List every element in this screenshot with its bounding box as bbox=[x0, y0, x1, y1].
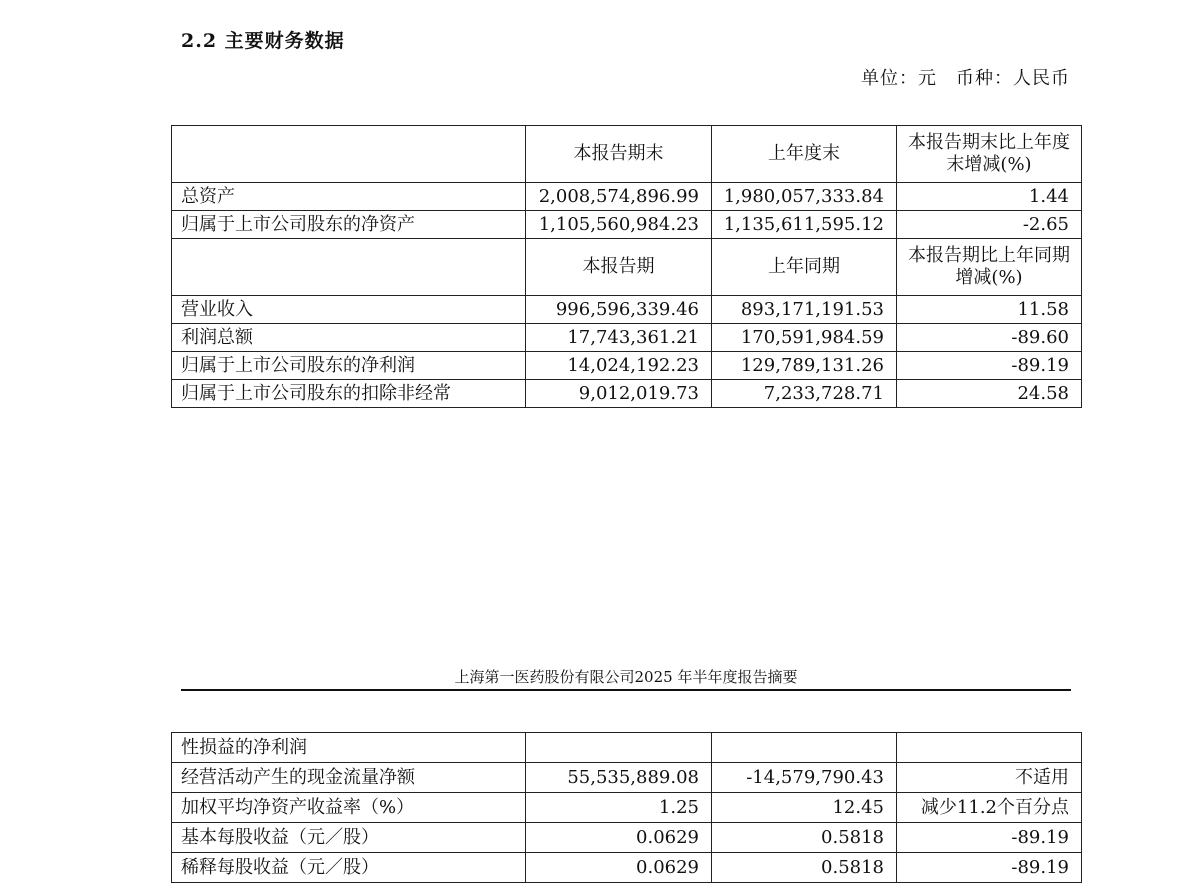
value-cell: 减少11.2个百分点 bbox=[897, 793, 1082, 823]
value-cell: 2,008,574,896.99 bbox=[526, 183, 712, 211]
header-cell bbox=[897, 239, 1082, 296]
value-cell: 0.5818 bbox=[712, 823, 897, 853]
value-cell: 7,233,728.71 bbox=[712, 380, 897, 408]
row-label: 归属于上市公司股东的净资产 bbox=[172, 211, 526, 239]
header-cell: 上年度末 bbox=[712, 126, 897, 183]
value-cell: 11.58 bbox=[897, 296, 1082, 324]
row-label: 归属于上市公司股东的扣除非经常 bbox=[172, 380, 526, 408]
header-cell: 本报告期 bbox=[526, 239, 712, 296]
value-cell: 1,135,611,595.12 bbox=[712, 211, 897, 239]
header-cell bbox=[897, 126, 1082, 183]
row-label: 加权平均净资产收益率（%） bbox=[172, 793, 526, 823]
table-row bbox=[172, 211, 1082, 239]
value-cell: 1.44 bbox=[897, 183, 1082, 211]
table-row bbox=[172, 380, 1082, 408]
row-label: 经营活动产生的现金流量净额 bbox=[172, 763, 526, 793]
value-cell bbox=[712, 733, 897, 763]
row-label: 营业收入 bbox=[172, 296, 526, 324]
row-label: 性损益的净利润 bbox=[172, 733, 526, 763]
header-cell: 上年同期 bbox=[712, 239, 897, 296]
value-cell: -89.19 bbox=[897, 853, 1082, 883]
table-row bbox=[172, 853, 1082, 883]
value-cell: -89.60 bbox=[897, 324, 1082, 352]
header-cell: 本报告期末 bbox=[526, 126, 712, 183]
header-text: 本报告期末比上年度末增减(%) bbox=[908, 132, 1070, 175]
value-cell: 55,535,889.08 bbox=[526, 763, 712, 793]
header-text: 本报告期比上年同期增减(%) bbox=[908, 245, 1070, 288]
row-label: 基本每股收益（元／股） bbox=[172, 823, 526, 853]
page-footer-title: 上海第一医药股份有限公司2025 年半年度报告摘要 bbox=[454, 668, 798, 686]
unit-currency-note: 单位：元 币种：人民币 bbox=[861, 68, 1070, 89]
table-row bbox=[172, 793, 1082, 823]
header-cell bbox=[172, 239, 526, 296]
value-cell: 129,789,131.26 bbox=[712, 352, 897, 380]
row-label: 稀释每股收益（元／股） bbox=[172, 853, 526, 883]
table-row bbox=[172, 183, 1082, 211]
value-cell: 996,596,339.46 bbox=[526, 296, 712, 324]
table-header-row bbox=[172, 126, 1082, 183]
table-row bbox=[172, 733, 1082, 763]
value-cell: 12.45 bbox=[712, 793, 897, 823]
table-row bbox=[172, 324, 1082, 352]
value-cell: 0.5818 bbox=[712, 853, 897, 883]
row-label: 总资产 bbox=[172, 183, 526, 211]
value-cell: 17,743,361.21 bbox=[526, 324, 712, 352]
value-cell: 不适用 bbox=[897, 763, 1082, 793]
value-cell: 1,105,560,984.23 bbox=[526, 211, 712, 239]
value-cell: -89.19 bbox=[897, 352, 1082, 380]
row-label: 归属于上市公司股东的净利润 bbox=[172, 352, 526, 380]
value-cell bbox=[897, 733, 1082, 763]
value-cell: -14,579,790.43 bbox=[712, 763, 897, 793]
value-cell: 0.0629 bbox=[526, 853, 712, 883]
value-cell: -2.65 bbox=[897, 211, 1082, 239]
value-cell: 1,980,057,333.84 bbox=[712, 183, 897, 211]
value-cell: 24.58 bbox=[897, 380, 1082, 408]
table-row bbox=[172, 352, 1082, 380]
value-cell: 170,591,984.59 bbox=[712, 324, 897, 352]
footer-divider bbox=[181, 689, 1071, 691]
header-cell bbox=[172, 126, 526, 183]
value-cell: 0.0629 bbox=[526, 823, 712, 853]
table-row bbox=[172, 296, 1082, 324]
value-cell: 893,171,191.53 bbox=[712, 296, 897, 324]
financial-data-table-continued bbox=[171, 732, 1082, 883]
row-label: 利润总额 bbox=[172, 324, 526, 352]
financial-data-table bbox=[171, 125, 1082, 408]
section-heading: 2.2 主要财务数据 bbox=[181, 30, 345, 52]
value-cell: 9,012,019.73 bbox=[526, 380, 712, 408]
table-header-row bbox=[172, 239, 1082, 296]
value-cell: -89.19 bbox=[897, 823, 1082, 853]
table-row bbox=[172, 763, 1082, 793]
table-row bbox=[172, 823, 1082, 853]
value-cell: 1.25 bbox=[526, 793, 712, 823]
value-cell bbox=[526, 733, 712, 763]
value-cell: 14,024,192.23 bbox=[526, 352, 712, 380]
